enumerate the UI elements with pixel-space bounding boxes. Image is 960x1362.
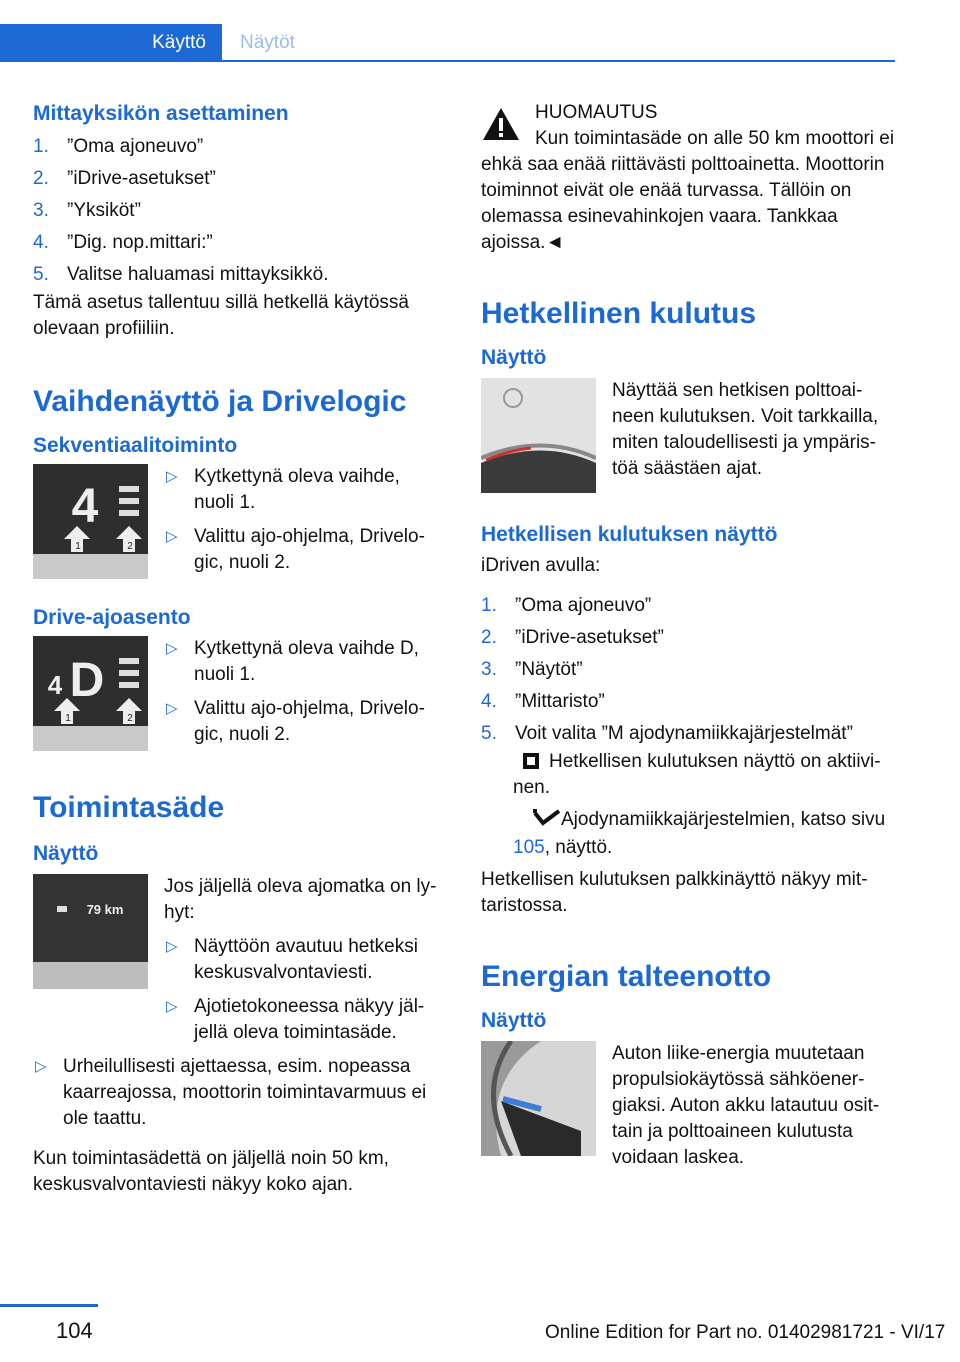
range-items	[164, 934, 445, 1046]
energy-gauge-icon	[481, 1041, 596, 1156]
cons-steps	[481, 593, 895, 747]
range-sub: Näyttö	[33, 842, 99, 865]
page-link[interactable]: 105	[513, 837, 545, 858]
gear-title: Vaihdenäyttö ja Drivelogic	[33, 385, 407, 418]
gear-letter: D	[69, 654, 105, 707]
list-item: ▷ Ajotietokoneessa näkyy jäljellä oleva toimintasäde.	[166, 996, 425, 1043]
warning-icon	[481, 106, 521, 142]
seq-section	[33, 464, 445, 584]
list-item: 3. ”Yksiköt”	[33, 200, 141, 221]
cons-title: Hetkellinen kulutus	[481, 297, 757, 330]
drive-display-image	[33, 636, 148, 751]
footer-rule	[0, 1304, 98, 1307]
list-item: 3. ”Näytöt”	[481, 659, 583, 680]
cons-disp-intro: iDriven avulla:	[481, 555, 601, 576]
list-item: ▷ Valittu ajo-ohjelma, Drivelogic, nuoli 2.	[166, 526, 425, 573]
gear-display-icon	[33, 464, 148, 579]
cons-sub-2: Ajodynamiikkajärjestelmien, katso sivu 105, näyttö.	[513, 809, 886, 858]
list-item: 5. Voit valita ”M ajodynamiikkajärjestelmät”	[481, 723, 853, 744]
drive-items	[164, 636, 445, 748]
arrow-label-1: 1	[65, 713, 71, 724]
list-item: 4. ”Dig. nop.mittari:”	[33, 232, 213, 253]
drive-display-icon	[33, 636, 148, 751]
drive-title: Drive-ajoasento	[33, 606, 191, 629]
header-rule	[222, 60, 895, 62]
range-section	[33, 874, 445, 1054]
cons-sub: Näyttö	[481, 346, 547, 369]
range-title: Toimintasäde	[33, 791, 225, 824]
warning-title: HUOMAUTUS	[535, 102, 658, 123]
list-item: 2. ”iDrive-asetukset”	[33, 168, 216, 189]
list-item: ▷ Urheilullisesti ajettaessa, esim. nopeassa kaarreajossa, moottorin toimintavarmuus ei ole taattu.	[35, 1056, 427, 1129]
cons-text: Näyttää sen hetkisen polttoaineen kulutuksen. Voit tarkkailla, miten taloudellisesti ja ympäristöä säästäen ajat.	[612, 380, 879, 479]
arrow-label-2: 2	[127, 713, 133, 724]
tab-kaytto[interactable]: Käyttö	[0, 24, 222, 62]
range-value: 79 km	[86, 902, 124, 917]
range-item-full	[33, 1054, 445, 1132]
seq-title: Sekventiaalitoiminto	[33, 434, 238, 457]
arrow-label-2: 2	[127, 541, 133, 552]
energy-section	[481, 1041, 895, 1171]
arrow-label-1: 1	[75, 541, 81, 552]
gear-small: 4	[47, 670, 63, 700]
range-note: Kun toimintasädettä on jäljellä noin 50 km, keskusvalvontaviesti näkyy koko ajan.	[33, 1148, 389, 1195]
header-bar	[0, 24, 895, 62]
gear-number: 4	[71, 480, 99, 533]
seq-items	[164, 464, 445, 576]
tab-naytot[interactable]: Näytöt	[240, 32, 295, 53]
energy-title: Energian talteenotto	[481, 960, 772, 993]
units-title: Mittayksikön asettaminen	[33, 102, 289, 125]
consumption-gauge-icon	[481, 378, 596, 493]
energy-gauge-image	[481, 1041, 596, 1156]
cons-disp-title: Hetkellisen kulutuksen näyttö	[481, 523, 778, 546]
checkmark-icon	[523, 809, 553, 835]
list-item: ▷ Näyttöön avautuu hetkeksi keskusvalvontaviesti.	[166, 936, 418, 983]
list-item: 2. ”iDrive-asetukset”	[481, 627, 664, 648]
page-number: 104	[56, 1318, 93, 1343]
list-item: ▷ Kytkettynä oleva vaihde, nuoli 1.	[166, 466, 400, 513]
list-item: ▷ Valittu ajo-ohjelma, Drivelogic, nuoli 2.	[166, 698, 425, 745]
units-steps	[33, 134, 445, 288]
units-note: Tämä asetus tallentuu sillä hetkellä käytössä olevaan profiiliin.	[33, 292, 409, 339]
list-item: 5. Valitse haluamasi mittayksikkö.	[33, 264, 329, 285]
warning-text: Kun toimintasäde on alle 50 km moottori ei ehkä saa enää riittävästi polttoainetta. Moottorin toiminnot eivät ole enää turvassa. Tällöin on olemassa esinevahinkojen vaara. Tankkaa ajoissa.◄	[481, 128, 895, 253]
cons-note: Hetkellisen kulutuksen palkkinäyttö näkyy mittaristossa.	[481, 869, 868, 916]
list-item: 4. ”Mittaristo”	[481, 691, 605, 712]
energy-sub: Näyttö	[481, 1009, 547, 1032]
warning-box	[481, 100, 895, 256]
consumption-gauge-image	[481, 378, 596, 493]
checkbox-icon	[523, 753, 539, 769]
list-item: 1. ”Oma ajoneuvo”	[481, 595, 652, 616]
range-intro: Jos jäljellä oleva ajomatka on lyhyt:	[164, 876, 437, 923]
right-column	[481, 100, 895, 1171]
edition-text: Online Edition for Part no. 01402981721 - VI/17	[545, 1322, 946, 1343]
range-display-image	[33, 874, 148, 989]
list-item: ▷ Kytkettynä oleva vaihde D, nuoli 1.	[166, 638, 419, 685]
range-display-icon	[33, 874, 148, 989]
gear-display-image	[33, 464, 148, 579]
list-item: 1. ”Oma ajoneuvo”	[33, 136, 204, 157]
energy-text: Auton liike-energia muutetaan propulsiokäytössä sähköenergiaksi. Auton akku latautuu osittain ja polttoaineen kulutusta voidaan laskea.	[612, 1043, 880, 1168]
cons-section	[481, 378, 895, 493]
drive-section	[33, 636, 445, 756]
cons-sub-1: Hetkellisen kulutuksen näyttö on aktiivinen.	[513, 751, 881, 798]
left-column	[33, 100, 445, 1198]
